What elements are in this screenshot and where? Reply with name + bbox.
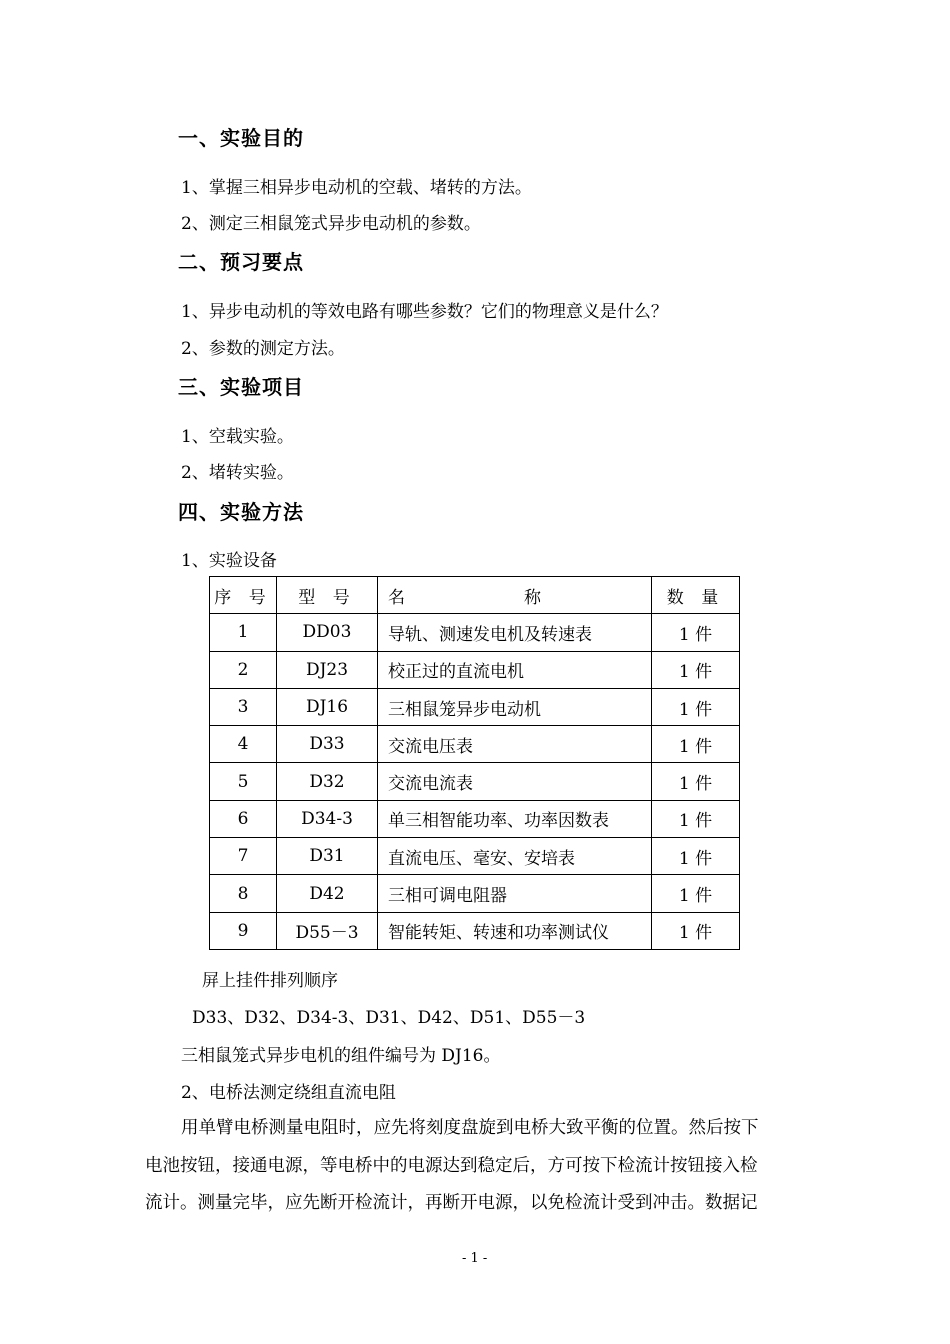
cell-name: 直流电压、毫安、安培表: [378, 838, 652, 875]
table-row: [210, 875, 740, 912]
header-quantity: 数 量: [652, 577, 740, 614]
cell-index: 9: [210, 912, 277, 949]
cell-model: D32: [277, 763, 378, 800]
cell-name: 三相可调电阻器: [378, 875, 652, 912]
cell-model: DJ16: [277, 688, 378, 725]
equipment-table: [209, 576, 740, 950]
paragraph-line-2: 电池按钮，接通电源，等电桥中的电源达到稳定后，方可按下检流计按钮接入检: [145, 1156, 758, 1176]
cell-index: 3: [210, 688, 277, 725]
page-number: - 1 -: [462, 1251, 488, 1266]
purpose-item-2: 2、测定三相鼠笼式异步电动机的参数。: [181, 214, 481, 234]
cell-quantity: 1 件: [652, 875, 740, 912]
table-row: [210, 800, 740, 837]
header-name-left: 名: [388, 587, 405, 608]
table-row: [210, 688, 740, 725]
cell-name: 交流电压表: [378, 726, 652, 763]
cell-index: 8: [210, 875, 277, 912]
method-sub-bridge: 2、电桥法测定绕组直流电阻: [181, 1083, 396, 1103]
method-sub-equipment: 1、实验设备: [181, 551, 277, 571]
header-name: [378, 577, 652, 614]
arrangement-list: D33、D32、D34-3、D31、D42、D51、D55－3: [192, 1008, 586, 1028]
section-title-items: 三、实验项目: [178, 375, 304, 399]
cell-index: 2: [210, 651, 277, 688]
cell-name: 单三相智能功率、功率因数表: [378, 800, 652, 837]
cell-index: 7: [210, 838, 277, 875]
cell-index: 1: [210, 614, 277, 651]
section-title-preview: 二、预习要点: [178, 250, 304, 274]
cell-name: 校正过的直流电机: [378, 651, 652, 688]
table-row: [210, 651, 740, 688]
cell-index: 6: [210, 800, 277, 837]
table-row: [210, 726, 740, 763]
cell-quantity: 1 件: [652, 838, 740, 875]
cell-model: DD03: [277, 614, 378, 651]
component-note: 三相鼠笼式异步电机的组件编号为 DJ16。: [181, 1046, 501, 1066]
cell-model: D34-3: [277, 800, 378, 837]
cell-quantity: 1 件: [652, 688, 740, 725]
cell-name: 导轨、测速发电机及转速表: [378, 614, 652, 651]
cell-quantity: 1 件: [652, 763, 740, 800]
header-index: 序 号: [210, 577, 277, 614]
arrangement-label: 屏上挂件排列顺序: [202, 971, 338, 991]
cell-name: 交流电流表: [378, 763, 652, 800]
cell-index: 5: [210, 763, 277, 800]
cell-model: D33: [277, 726, 378, 763]
preview-item-2: 2、参数的测定方法。: [181, 339, 345, 359]
paragraph-line-3: 流计。测量完毕，应先断开检流计，再断开电源，以免检流计受到冲击。数据记: [145, 1193, 758, 1213]
cell-quantity: 1 件: [652, 614, 740, 651]
table-row: [210, 763, 740, 800]
purpose-item-1: 1、掌握三相异步电动机的空载、堵转的方法。: [181, 178, 532, 198]
header-model: 型 号: [277, 577, 378, 614]
project-item-2: 2、堵转实验。: [181, 463, 294, 483]
header-name-right: 称: [524, 587, 541, 608]
cell-name: 三相鼠笼异步电动机: [378, 688, 652, 725]
table-row: [210, 614, 740, 651]
table-row: [210, 912, 740, 949]
project-item-1: 1、空载实验。: [181, 427, 294, 447]
cell-model: D42: [277, 875, 378, 912]
cell-model: D55－3: [277, 912, 378, 949]
cell-name: 智能转矩、转速和功率测试仪: [378, 912, 652, 949]
preview-item-1: 1、异步电动机的等效电路有哪些参数？它们的物理意义是什么？: [181, 302, 668, 322]
cell-quantity: 1 件: [652, 800, 740, 837]
cell-index: 4: [210, 726, 277, 763]
section-title-purpose: 一、实验目的: [178, 126, 304, 150]
paragraph-line-1: 用单臂电桥测量电阻时，应先将刻度盘旋到电桥大致平衡的位置。然后按下: [181, 1118, 759, 1138]
cell-quantity: 1 件: [652, 651, 740, 688]
section-title-method: 四、实验方法: [178, 500, 304, 524]
cell-quantity: 1 件: [652, 912, 740, 949]
cell-model: D31: [277, 838, 378, 875]
cell-model: DJ23: [277, 651, 378, 688]
table-row: [210, 838, 740, 875]
cell-quantity: 1 件: [652, 726, 740, 763]
table-header-row: [210, 577, 740, 614]
